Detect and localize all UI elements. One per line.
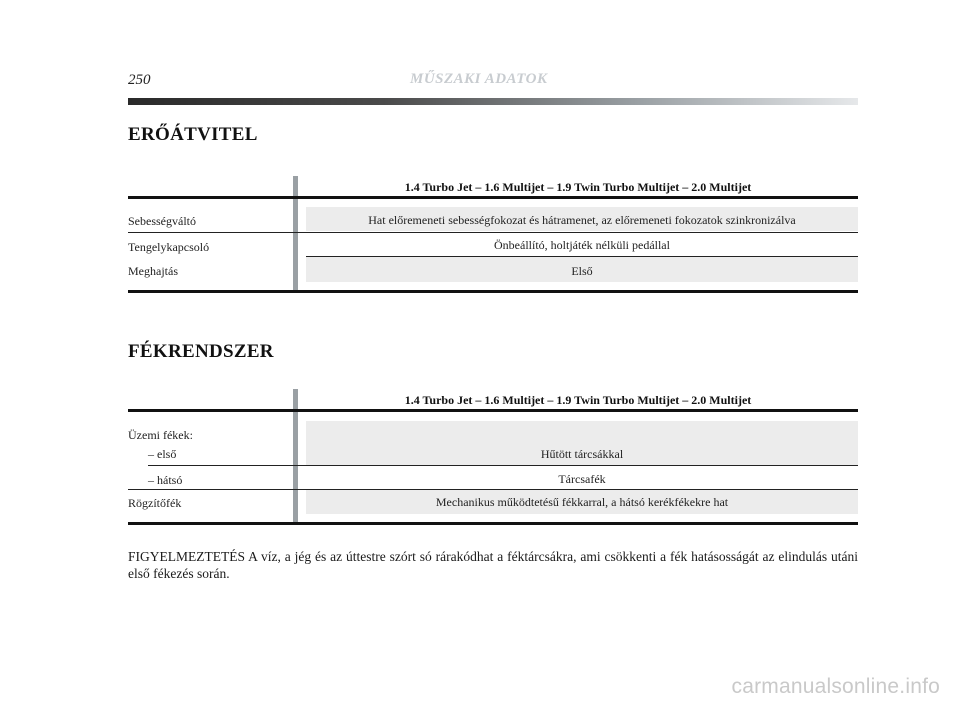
row-rule [148, 465, 858, 466]
warning-paragraph: FIGYELMEZTETÉS A víz, a jég és az úttestre szórt só rárakódhat a féktárcsákra, ami csökkenti a fék hatásosságát az elindulás utáni első fékezés során. [128, 549, 858, 581]
row-label: Tengelykapcsoló [128, 240, 210, 254]
row-label: Rögzítőfék [128, 496, 182, 510]
row-label: – első [148, 447, 177, 461]
row-value: Mechanikus működtetésű fékkarral, a hátsó kerékfékekre hat [435, 495, 729, 509]
row-value: Önbeállító, holtjáték nélküli pedállal [494, 238, 670, 252]
running-header: MŰSZAKI ADATOK [410, 71, 548, 87]
section-title-brakes: FÉKRENDSZER [128, 341, 274, 362]
header-rule [128, 409, 858, 412]
row-value: Hűtött tárcsákkal [540, 447, 624, 461]
row-value: Tárcsafék [558, 472, 606, 486]
page-number: 250 [128, 72, 151, 88]
header-rule [128, 196, 858, 199]
row-label: Meghajtás [128, 264, 178, 278]
footer-rule [128, 522, 858, 525]
group-label: Üzemi fékek: [128, 428, 193, 442]
row-label: – hátsó [148, 473, 183, 487]
section-title-transmission: ERŐÁTVITEL [128, 124, 258, 145]
footer-rule [128, 290, 858, 293]
row-rule [128, 232, 858, 233]
column-header: 1.4 Turbo Jet – 1.6 Multijet – 1.9 Twin Turbo Multijet – 2.0 Multijet [404, 393, 752, 407]
watermark: carmanualsonline.info [731, 675, 940, 698]
brakes-table [128, 389, 858, 529]
header-bar [128, 98, 858, 105]
row-value: Hat előremeneti sebességfokozat és hátramenet, az előremeneti fokozatok szinkronizálva [368, 213, 796, 227]
transmission-table [128, 176, 858, 294]
column-header: 1.4 Turbo Jet – 1.6 Multijet – 1.9 Twin Turbo Multijet – 2.0 Multijet [404, 180, 752, 194]
row-label: Sebességváltó [128, 214, 196, 228]
row-value: Első [571, 264, 593, 278]
